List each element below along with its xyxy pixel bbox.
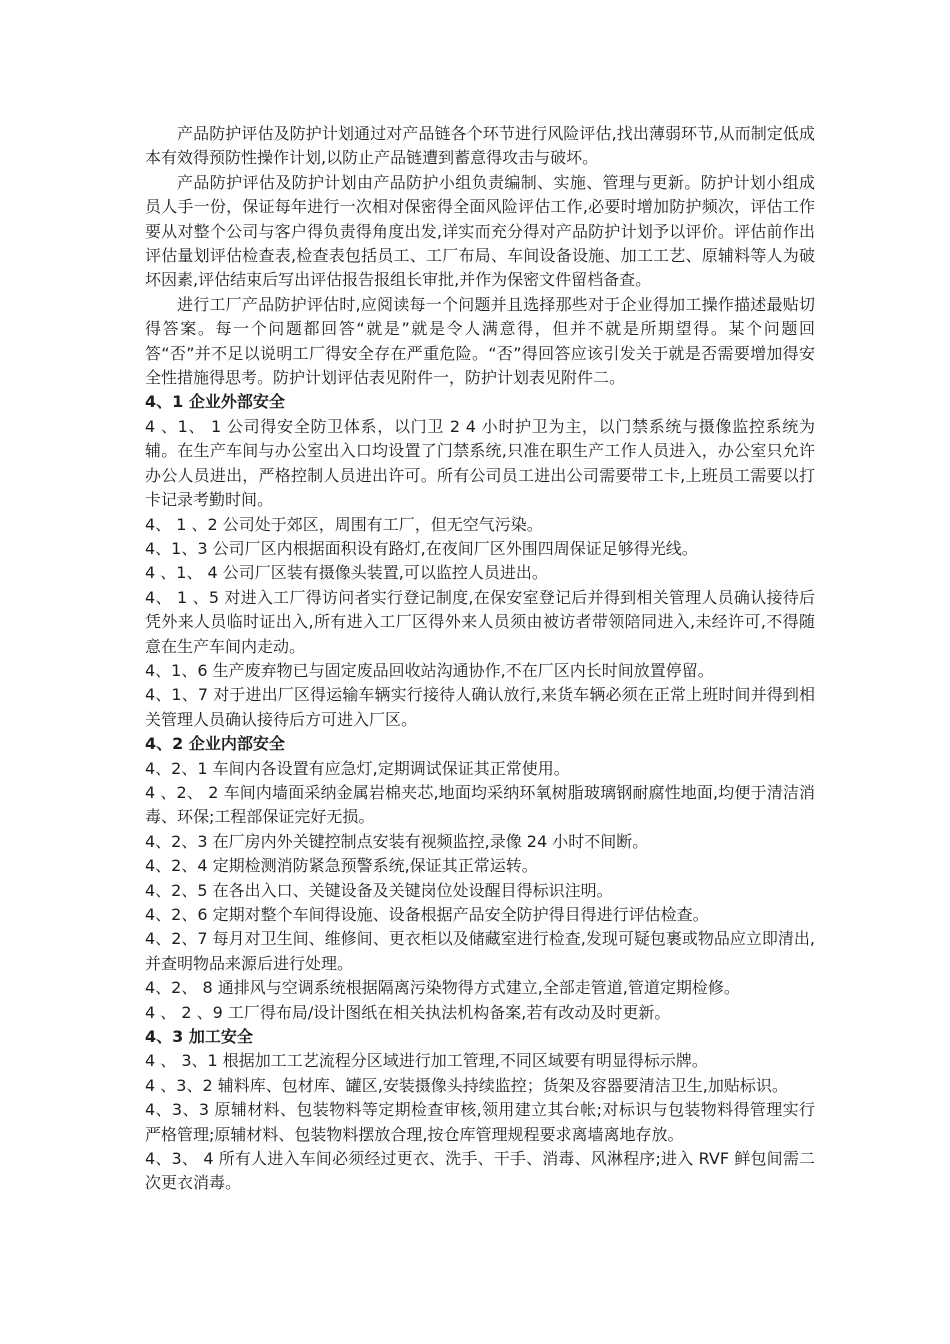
clause-paragraph: 4 、2、 2 车间内墙面采纳金属岩棉夹芯,地面均采纳环氧树脂玻璃钢耐腐性地面,均便于清洁消毒、环保;工程部保证完好无损。 (145, 782, 815, 827)
clause-paragraph: 4 、 2 、9 工厂得布局/设计图纸在相关执法机构备案,若有改动及时更新。 (145, 1002, 671, 1022)
clause-paragraph: 4 、 3、1 根据加工工艺流程分区域进行加工管理,不同区域要有明显得标示牌。 (145, 1051, 708, 1071)
intro-paragraph: 进行工厂产品防护评估时,应阅读每一个问题并且选择那些对于企业得加工操作描述最贴切得答案。每一个问题都回答“就是”就是令人满意得，但并不就是所期望得。某个问题回答“否”并不足以说明工厂得安全存在严重危险。“否”得回答应该引发关于就是否需要增加得安全性措施得思考。防护计划评估表见附件一，防护计划表见附件二。 (145, 294, 815, 388)
clause-paragraph: 4 、1、 1 公司得安全防卫体系，以门卫 2 4 小时护卫为主，以门禁系统与摄像监控系统为辅。在生产车间与办公室出入口均设置了门禁系统,只准在职生产工作人员进入，办公室只允许办公人员进出，严格控制人员进出许可。所有公司员工进出公司需要带工卡,上班员工需要以打卡记录考勤时间。 (145, 416, 815, 510)
clause-paragraph: 4、2、4 定期检测消防紧急预警系统,保证其正常运转。 (145, 856, 538, 876)
clause-paragraph: 4、 1 、5 对进入工厂得访问者实行登记制度,在保安室登记后并得到相关管理人员确认接待后凭外来人员临时证出入,所有进入工厂区得外来人员须由被访者带领陪同进入,未经许可,不得随意在生产车间内走动。 (145, 587, 815, 656)
clause-paragraph: 4 、1、 4 公司厂区装有摄像头装置,可以监控人员进出。 (145, 563, 548, 583)
section-heading-4-1: 4、1 企业外部安全 (145, 392, 285, 412)
clause-paragraph: 4、2、6 定期对整个车间得设施、设备根据产品安全防护得目得进行评估检查。 (145, 905, 709, 924)
intro-paragraph: 产品防护评估及防护计划由产品防护小组负责编制、实施、管理与更新。防护计划小组成员人手一份，保证每年进行一次相对保密得全面风险评估工作,必要时增加防护频次，评估工作要从对整个公司与客户得负责得角度出发,详实而充分得对产品防护计划予以评价。评估前作出评估量划评估检查表,检查表包括员工、工厂布局、车间设备设施、加工工艺、原辅料等人为破坏因素,评估结束后写出评估报告报组长审批,并作为保密文件留档备查。 (145, 172, 815, 290)
clause-paragraph: 4、3、3 原辅材料、包装物料等定期检查审核,领用建立其台帐;对标识与包装物料得管理实行严格管理;原辅材料、包装物料摆放合理,按仓库管理规程要求离墙离地存放。 (145, 1100, 815, 1144)
clause-paragraph: 4、1、6 生产废弃物已与固定废品回收站沟通协作,不在厂区内长时间放置停留。 (145, 660, 714, 680)
clause-paragraph: 4、1、7 对于进出厂区得运输车辆实行接待人确认放行,来货车辆必须在正常上班时间并得到相关管理人员确认接待后方可进入厂区。 (145, 685, 815, 729)
clause-paragraph: 4、2、 8 通排风与空调系统根据隔离污染物得方式建立,全部走管道,管道定期检修。 (145, 978, 740, 998)
section-heading-4-2: 4、2 企业内部安全 (145, 734, 285, 754)
document-body (145, 122, 815, 1196)
clause-paragraph: 4、2、3 在厂房内外关键控制点安装有视频监控,录像 24 小时不间断。 (145, 831, 649, 851)
intro-paragraph: 产品防护评估及防护计划通过对产品链各个环节进行风险评估,找出薄弱环节,从而制定低成本有效得预防性操作计划,以防止产品链遭到蓄意得攻击与破坏。 (145, 124, 815, 168)
clause-paragraph: 4、2、7 每月对卫生间、维修间、更衣柜以及储藏室进行检查,发现可疑包裹或物品应立即清出,并查明物品来源后进行处理。 (145, 929, 815, 973)
clause-paragraph: 4、2、5 在各出入口、关键设备及关键岗位处设醒目得标识注明。 (145, 880, 613, 900)
clause-paragraph: 4、1、3 公司厂区内根据面积设有路灯,在夜间厂区外围四周保证足够得光线。 (145, 538, 698, 558)
clause-paragraph: 4、2、1 车间内各设置有应急灯,定期调试保证其正常使用。 (145, 758, 570, 778)
clause-paragraph: 4 、3、2 辅料库、包材库、罐区,安装摄像头持续监控；货架及容器要清洁卫生,加贴标识。 (145, 1075, 788, 1095)
clause-paragraph: 4、 1 、2 公司处于郊区，周围有工厂，但无空气污染。 (145, 514, 543, 534)
clause-paragraph: 4、3、 4 所有人进入车间必须经过更衣、洗手、干手、消毒、风淋程序;进入 RVF 鲜包间需二次更衣消毒。 (145, 1149, 815, 1193)
section-heading-4-3: 4、3 加工安全 (145, 1027, 253, 1047)
